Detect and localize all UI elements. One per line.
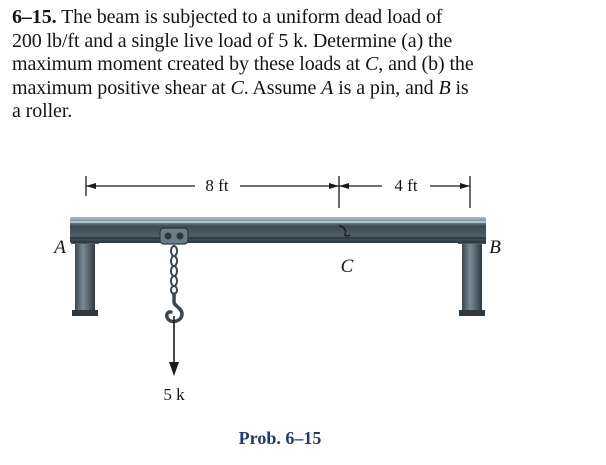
problem-line-4b: . Assume <box>243 76 322 99</box>
chain <box>171 246 177 294</box>
dim-arrow-mid-left <box>329 183 339 189</box>
dim-arrow-mid-right <box>339 183 349 189</box>
dim-arrow-left <box>86 183 96 189</box>
problem-line-2: 200 lb/ft and a single live load of 5 k. Determine (a) the <box>12 29 453 52</box>
problem-line-3b: , and (b) the <box>378 53 474 75</box>
point-c-ref-1: C <box>365 53 379 75</box>
support-b <box>458 238 486 316</box>
problem-number: 6–15. <box>12 6 57 28</box>
point-a-ref: A <box>321 76 334 99</box>
dim-label-4ft: 4 ft <box>394 176 418 195</box>
label-c: C <box>340 256 354 277</box>
load-trolley <box>160 228 188 244</box>
problem-line-3a: maximum moment created by these loads at <box>12 53 366 75</box>
problem-line-4a: maximum positive shear at <box>12 76 231 99</box>
load-arrow <box>169 316 179 376</box>
label-a: A <box>54 237 66 258</box>
dim-arrow-right <box>460 183 470 189</box>
point-c-ref-2: C <box>230 76 244 99</box>
problem-line-4d: is <box>450 76 469 99</box>
point-b-ref: B <box>438 76 451 99</box>
load-label: 5 k <box>163 385 185 404</box>
beam <box>70 217 486 243</box>
dim-label-8ft: 8 ft <box>205 176 229 195</box>
figure-caption: Prob. 6–15 <box>238 428 322 448</box>
problem-line-5: a roller. <box>12 100 73 122</box>
support-a <box>71 238 99 316</box>
problem-line-1: The beam is subjected to a uniform dead load of <box>61 6 443 28</box>
label-b: B <box>489 237 501 258</box>
problem-line-4c: is a pin, and <box>333 76 439 99</box>
